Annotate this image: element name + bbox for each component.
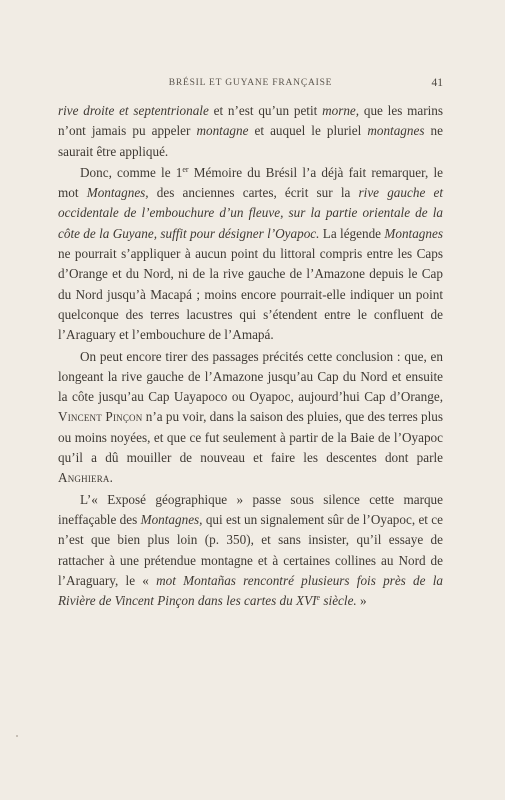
superscript: e bbox=[316, 593, 321, 603]
small-caps-name: Vincent Pinçon bbox=[58, 409, 143, 425]
italic-text: rive gauche et occidentale de l’embouchure d’un fleuve, sur la partie orientale de la côte de la Guyane, suffit pour désigner l’Oyapoc. bbox=[58, 185, 443, 241]
paragraph bbox=[58, 163, 443, 346]
text-run: ne saurait être appliqué. bbox=[58, 123, 443, 159]
paragraph bbox=[58, 101, 443, 162]
italic-text: rive droite et septentrionale bbox=[58, 103, 209, 118]
text-run: et auquel le pluriel bbox=[248, 123, 368, 139]
text-run: La légende bbox=[319, 225, 385, 241]
small-caps-name: Anghiera. bbox=[58, 470, 114, 486]
text-run: des anciennes cartes, écrit sur la bbox=[148, 185, 359, 201]
running-header bbox=[58, 78, 443, 94]
text-run: et n’est qu’un petit bbox=[208, 103, 323, 118]
text-run: Donc, comme le 1 bbox=[80, 164, 183, 180]
text-run: qui est un signalement sûr de l’Oyapoc, et ce n’est que bien plus loin (p. 350), et sans insister, qu’il essaye de rattacher à une prétendue montagne et à certaines collines au Nord de l’Araguary, le « bbox=[58, 511, 444, 588]
italic-text: mot Montañas rencontré plusieurs fois près de la Rivière de Vincent Pinçon dans les cartes du XVI bbox=[58, 572, 443, 609]
text-run: ne pourrait s’appliquer à aucun point du littoral compris entre les Caps d’Orange et du Nord, ni de la rive gauche de l’Amazone depuis le Cap du Nord jusqu’à Macapá ; moins encore pourrait-elle indiquer un point quelconque des terres lacustres qui s’étendent entre le confluent de l’Araguary et l’embouchure de l’Amapá. bbox=[58, 246, 443, 343]
italic-text: morne, bbox=[322, 103, 360, 118]
paragraph bbox=[58, 490, 443, 612]
text-run: On peut encore tirer des passages précités cette conclusion : que, en longeant la rive gauche de l’Amazone jusqu’au Cap du Nord et ensuite la côte jusqu’au Cap Uayapoco ou Oyapoc, aujourd’hui Cap d’Orange, bbox=[58, 348, 443, 405]
body-text bbox=[58, 101, 443, 611]
italic-text: montagne bbox=[196, 123, 249, 139]
italic-text: Montagnes, bbox=[86, 185, 149, 201]
text-run: Mémoire du Brésil l’a déjà fait remarquer, le mot bbox=[58, 164, 443, 201]
italic-text: Montagnes bbox=[384, 225, 443, 241]
superscript: er bbox=[182, 164, 189, 174]
text-run: L’« Exposé géographique » passe sous silence cette marque ineffaçable des bbox=[58, 491, 443, 527]
margin-speck bbox=[16, 735, 18, 737]
text-run: » bbox=[356, 593, 367, 609]
page-number: 41 bbox=[431, 77, 443, 89]
italic-text: siècle. bbox=[320, 593, 357, 609]
text-run: que les marins n’ont jamais pu appeler bbox=[58, 103, 443, 139]
text-run: n’a pu voir, dans la saison des pluies, que des terres plus ou moins noyées, et que ce fut seulement à partir de la Baie de l’Oyapoc qu’il a dû mouiller de nouveau et faire les descentes dont parle bbox=[58, 409, 443, 466]
italic-text: Montagnes, bbox=[140, 511, 203, 527]
running-title: BRÉSIL ET GUYANE FRANÇAISE bbox=[168, 78, 333, 88]
italic-text: montagnes bbox=[367, 123, 425, 139]
paragraph bbox=[58, 347, 443, 489]
